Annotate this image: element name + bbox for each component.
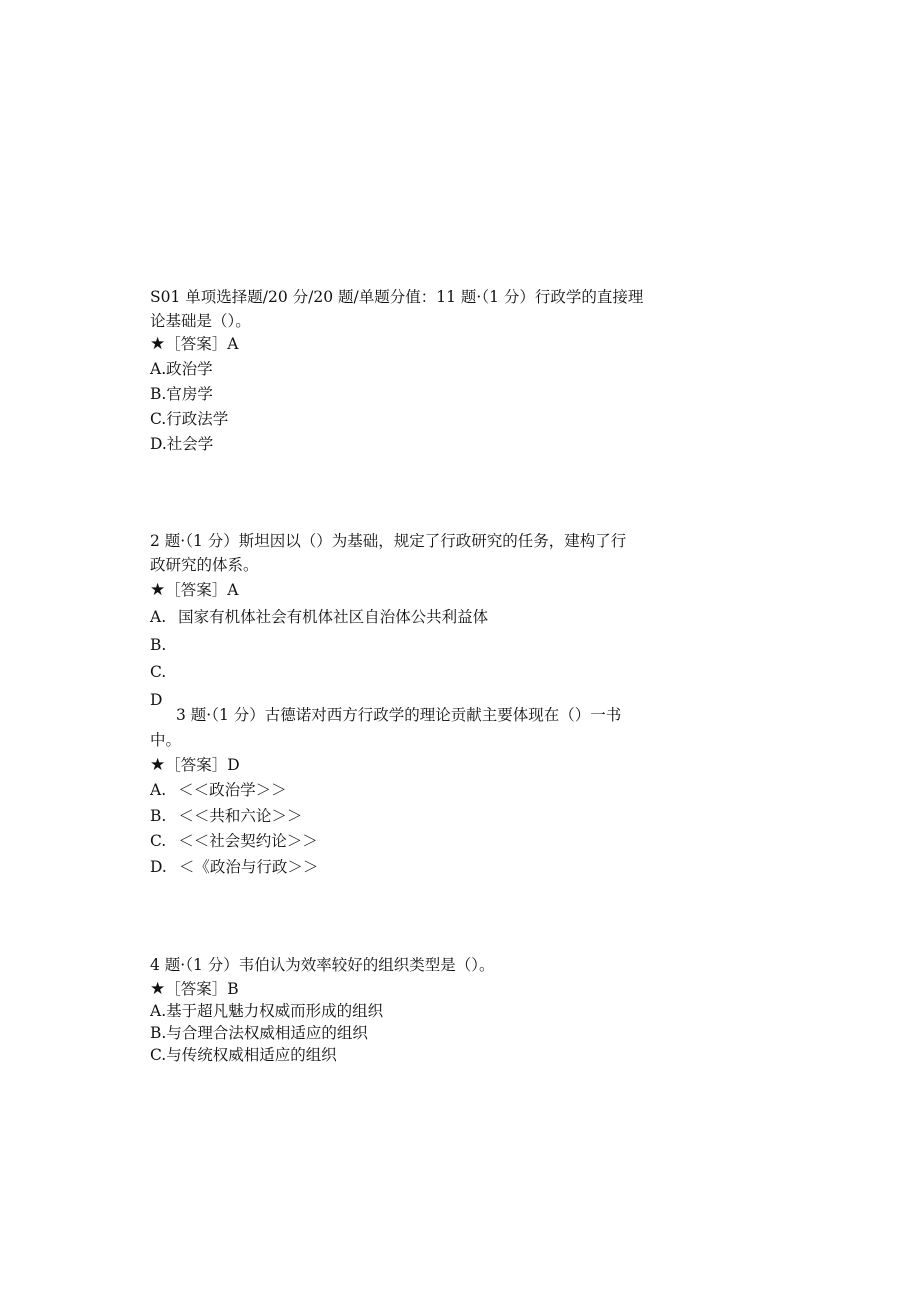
option-letter: A. (150, 781, 167, 799)
q4-answer (150, 979, 239, 999)
option-letter: C. (150, 663, 167, 681)
q2-option-c (150, 662, 166, 682)
q3-option-a (150, 780, 287, 800)
option-letter: D. (150, 858, 167, 876)
option-letter: B. (150, 636, 167, 654)
option-text: ＜＜社会契约论＞＞ (178, 832, 318, 850)
q2-option-a (150, 607, 488, 627)
q3-option-b (150, 806, 302, 826)
q1-answer (150, 334, 238, 354)
star-icon: ★ (150, 979, 166, 999)
q4-stem: 4 题·（1 分）韦伯认为效率较好的组织类型是（）。 (150, 956, 495, 974)
q2-option-b (150, 635, 166, 655)
option-text: 国家有机体社会有机体社区自治体公共利益体 (178, 608, 489, 626)
q2-answer (150, 580, 238, 600)
option-text: ＜＜政治学＞＞ (178, 781, 287, 799)
answer-label: ［答案］D (165, 756, 240, 774)
q3-option-c (150, 831, 318, 851)
q1-option-b: B.官房学 (150, 385, 213, 403)
star-icon: ★ (150, 580, 166, 600)
star-icon: ★ (150, 334, 166, 354)
answer-label: ［答案］A (165, 335, 239, 353)
q3-stem-line1: 3 题·（1 分）古德诺对西方行政学的理论贡献主要体现在（）一书 (176, 706, 622, 724)
option-letter: B. (150, 807, 167, 825)
q1-stem-line2: 论基础是（）。 (150, 312, 251, 330)
option-text: ＜《政治与行政＞＞ (178, 858, 319, 876)
q2-stem-line2: 政研究的体系。 (150, 556, 259, 574)
option-text: ＜＜共和六论＞＞ (178, 807, 303, 825)
q1-stem-line1: S01 单项选择题/20 分/20 题/单题分值：11 题·（1 分）行政学的直接理 (150, 288, 644, 306)
q3-answer (150, 755, 240, 775)
q2-option-d (150, 690, 163, 709)
q4-option-b: B.与合理合法权威相适应的组织 (150, 1024, 368, 1042)
q1-option-c: C.行政法学 (150, 410, 229, 428)
option-letter: A. (150, 608, 167, 626)
q4-option-c: C.与传统权威相适应的组织 (150, 1046, 337, 1064)
option-letter: D (150, 691, 163, 709)
star-icon: ★ (150, 755, 166, 775)
option-letter: C. (150, 832, 167, 850)
q4-option-a: A.基于超凡魅力权威而形成的组织 (150, 1002, 384, 1020)
q1-option-d: D.社会学 (150, 435, 214, 453)
q3-stem-line2: 中。 (150, 731, 182, 749)
answer-label: ［答案］A (165, 581, 239, 599)
answer-label: ［答案］B (165, 980, 239, 998)
q3-option-d (150, 857, 318, 877)
q2-stem-line1: 2 题·（1 分）斯坦因以（）为基础，规定了行政研究的任务，建构了行 (150, 532, 627, 550)
q1-option-a: A.政治学 (150, 360, 213, 378)
